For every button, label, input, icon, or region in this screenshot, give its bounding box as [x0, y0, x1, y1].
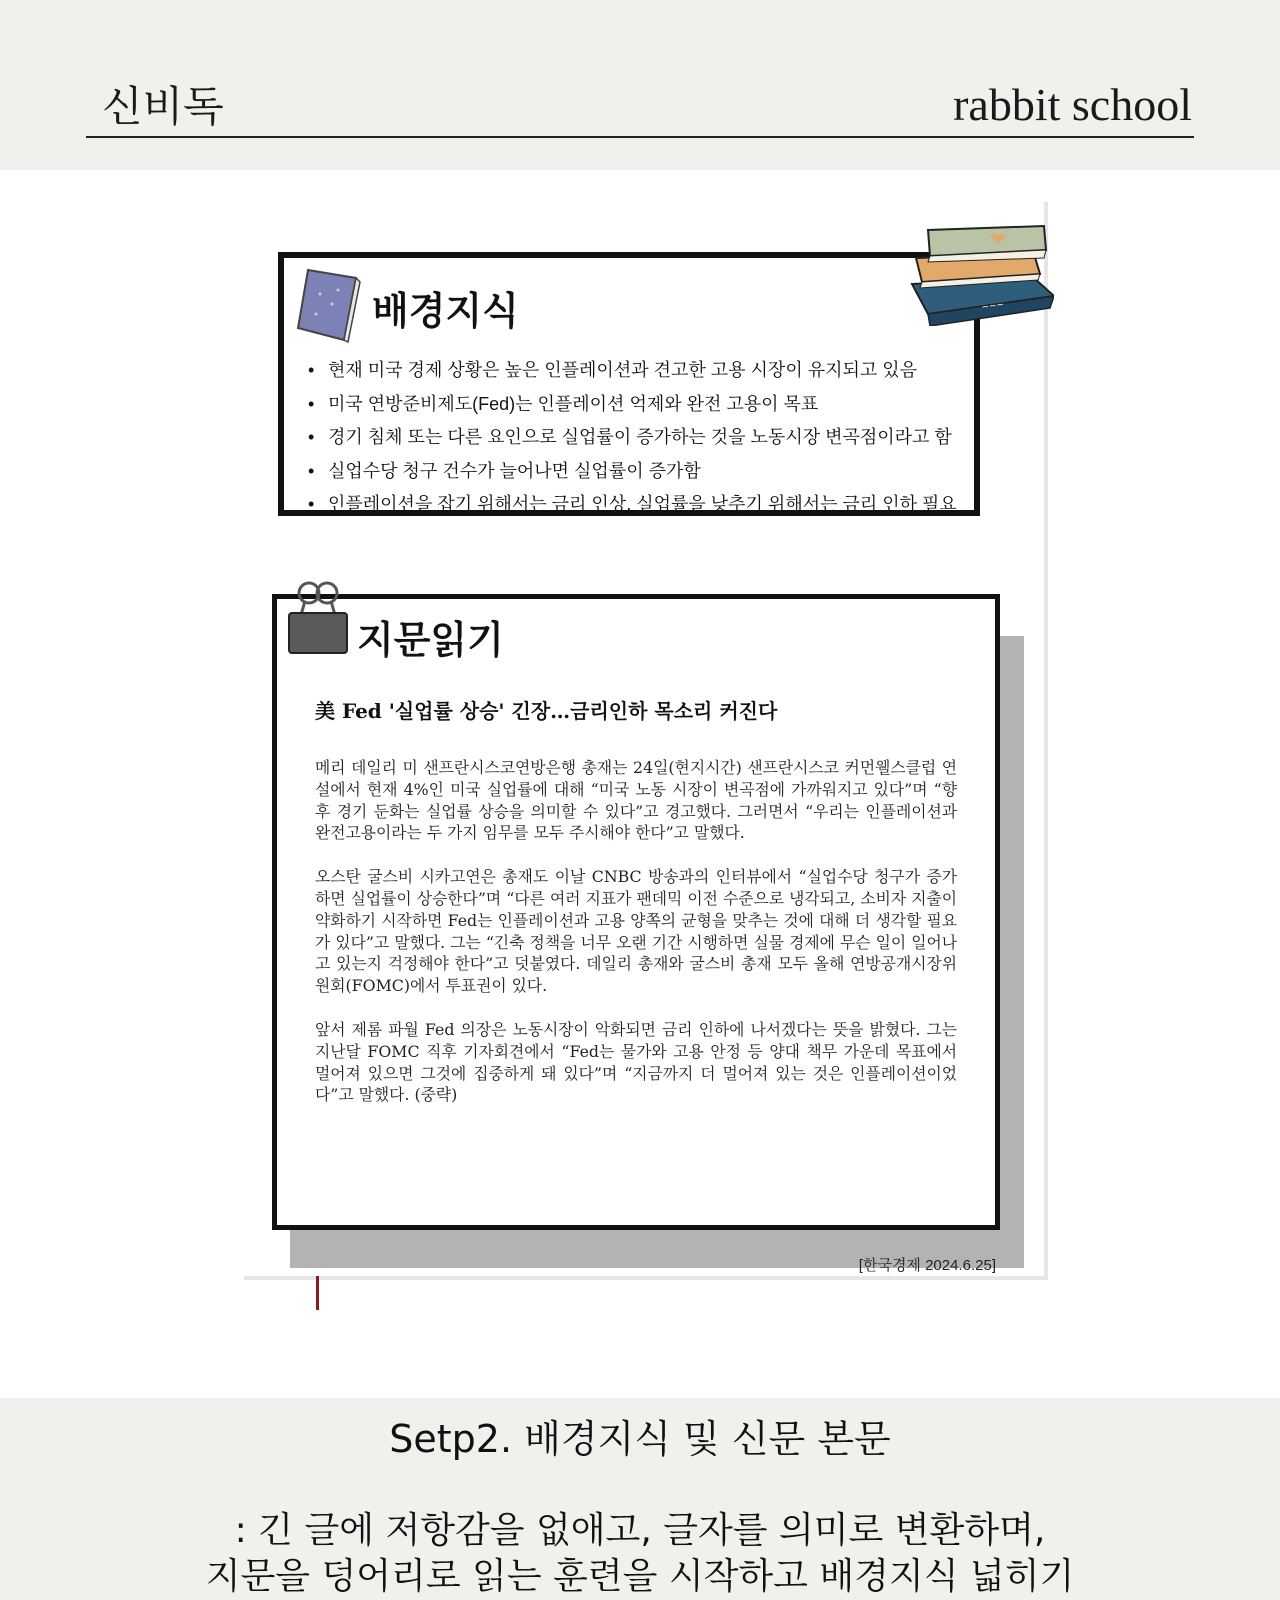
step-title: Setp2. 배경지식 및 신문 본문	[389, 1417, 891, 1461]
book-stack-icon	[904, 216, 1054, 326]
article-body	[315, 757, 957, 1128]
background-knowledge-box	[278, 252, 1005, 516]
background-knowledge-title: 배경지식	[372, 289, 519, 333]
list-item: • 실업수당 청구 건수가 늘어나면 실업률이 증가함	[306, 455, 957, 489]
reading-box	[272, 594, 1000, 1230]
list-item: • 인플레이션을 잡기 위해서는 금리 인상, 실업률을 낮추기 위해서는 금리 인하 필요	[306, 488, 957, 522]
brand-left: 신비독	[102, 82, 224, 131]
article-headline: 美 Fed '실업률 상승' 긴장…금리인하 목소리 커진다	[315, 699, 778, 723]
article-source: [한국경제 2024.6.25]	[858, 1257, 996, 1274]
article-paragraph: 메리 데일리 미 샌프란시스코연방은행 총재는 24일(현지시간) 샌프란시스코 커먼웰스클럽 연설에서 현재 4%인 미국 실업률에 대해 “미국 노동 시장이 변곡점에 가까워지고 있다”며 “향후 경기 둔화는 실업률 상승을 의미할 수 있다”고 경고했다. 그러면서 “우리는 인플레이션과 완전고용이라는 두 가지 임무를 모두 주시해야 한다”고 말했다.	[315, 758, 957, 843]
svg-text:~~~: ~~~	[981, 299, 1005, 313]
binder-clip-icon	[283, 579, 353, 659]
list-item: • 현재 미국 경제 상황은 높은 인플레이션과 견고한 고용 시장이 유지되고 있음	[306, 354, 957, 388]
step-description-line: : 긴 글에 저항감을 없애고, 글자를 의미로 변환하며,	[234, 1510, 1046, 1551]
header-divider	[86, 136, 1194, 138]
list-item: • 경기 침체 또는 다른 요인으로 실업률이 증가하는 것을 노동시장 변곡점이라고 함	[306, 421, 957, 455]
book-icon	[294, 264, 366, 344]
background-knowledge-list	[306, 354, 957, 522]
worksheet	[244, 202, 1048, 1280]
step-description	[0, 1508, 1280, 1600]
article-paragraph: 앞서 제롬 파월 Fed 의장은 노동시장이 악화되면 금리 인하에 나서겠다는 뜻을 밝혔다. 그는 지난달 FOMC 직후 기자회견에서 “Fed는 물가와 고용 안정 등 양대 책무 가운데 목표에서 멀어져 있으면 그것에 집중하게 돼 있다”며 “지금까지 더 멀어져 있는 것은 인플레이션이었다”고 말했다. (중략)	[315, 1019, 957, 1105]
list-item: • 미국 연방준비제도(Fed)는 인플레이션 억제와 완전 고용이 목표	[306, 388, 957, 422]
text-cursor-mark	[316, 1276, 319, 1310]
footer	[0, 1398, 1280, 1600]
article-paragraph: 오스탄 굴스비 시카고연은 총재도 이날 CNBC 방송과의 인터뷰에서 “실업수당 청구가 증가하면 실업률이 상승한다”며 “다른 여러 지표가 팬데믹 이전 수준으로 냉각되고, 소비자 지출이 약화하기 시작하면 Fed는 인플레이션과 고용 양쪽의 균형을 맞추는 것에 대해 더 생각할 필요가 있다”고 말했다. 그는 “긴축 정책을 너무 오랜 기간 시행하면 실물 경제에 무슨 일이 일어나고 있는지 걱정해야 한다”고 덧붙였다. 데일리 총재와 굴스비 총재 모두 올해 연방공개시장위원회(FOMC)에서 투표권이 있다.	[315, 867, 957, 996]
header	[0, 0, 1280, 170]
brand-right: rabbit school	[953, 79, 1192, 130]
step-description-line: 지문을 덩어리로 읽는 훈련을 시작하고 배경지식 넓히기	[205, 1556, 1075, 1597]
reading-title: 지문읽기	[357, 618, 504, 662]
